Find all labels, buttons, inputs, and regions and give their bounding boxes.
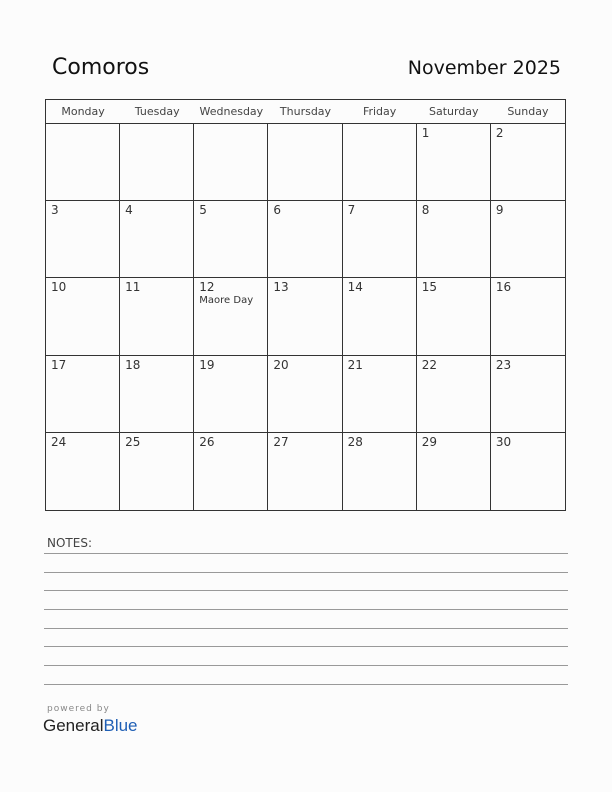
day-cell: [417, 356, 491, 433]
day-number: 11: [125, 280, 141, 295]
weekday-header: Saturday: [428, 105, 479, 118]
day-number: 22: [421, 357, 437, 372]
day-cell: [194, 278, 268, 355]
day-cell: [491, 356, 565, 433]
note-line: [44, 572, 568, 573]
day-cell: [120, 356, 194, 433]
day-number: 21: [347, 357, 363, 372]
day-cell: [343, 201, 417, 278]
day-cell: [268, 433, 342, 510]
weekday-header: Wednesday: [199, 105, 264, 118]
weekday-header: Tuesday: [134, 105, 180, 118]
logo-blue-text: Blue: [103, 716, 138, 735]
notes-label: NOTES:: [47, 536, 92, 550]
day-number: 6: [273, 203, 282, 218]
day-cell: [491, 433, 565, 510]
calendar-grid: [45, 99, 566, 511]
day-cell: [417, 433, 491, 510]
day-cell: [120, 278, 194, 355]
day-number: 5: [199, 203, 207, 218]
day-cell: [268, 278, 342, 355]
day-number: 10: [51, 280, 67, 295]
day-number: 9: [495, 203, 504, 218]
day-cell: [343, 356, 417, 433]
day-cell: [46, 124, 120, 201]
day-number: 26: [199, 434, 215, 449]
day-number: 30: [495, 434, 512, 449]
country-title: Comoros: [52, 55, 150, 80]
day-number: 17: [51, 357, 67, 372]
weekday-header: Friday: [362, 105, 397, 118]
day-cell: [194, 356, 268, 433]
day-number: 24: [51, 434, 67, 449]
day-number: 14: [347, 280, 363, 295]
day-cell: [120, 433, 194, 510]
day-number: 7: [347, 203, 356, 218]
powered-by-text: powered by: [47, 704, 110, 714]
day-number: 8: [421, 203, 430, 218]
day-cell: [491, 124, 565, 201]
day-number: 20: [273, 357, 289, 372]
day-cell: [491, 278, 565, 355]
day-number: 1: [421, 126, 430, 140]
weekday-header: Thursday: [279, 105, 332, 118]
day-cell: [417, 201, 491, 278]
weekday-header: Sunday: [507, 105, 549, 118]
day-number: 27: [273, 434, 289, 449]
note-line: [44, 684, 568, 685]
day-cell: [46, 356, 120, 433]
day-number: 13: [273, 280, 289, 295]
logo-general-text: General: [43, 716, 104, 735]
day-number: 16: [495, 280, 512, 295]
note-line: [44, 646, 568, 647]
day-cell: [268, 124, 342, 201]
day-cell: [417, 124, 491, 201]
holiday-label: Maore Day: [199, 295, 254, 307]
day-cell: [343, 278, 417, 355]
day-cell: [194, 433, 268, 510]
day-cell: [268, 356, 342, 433]
day-number: 25: [125, 434, 141, 449]
day-number: 18: [125, 357, 141, 372]
day-number: 4: [125, 203, 133, 218]
note-line: [44, 553, 568, 554]
day-cell: [491, 201, 565, 278]
note-line: [44, 609, 568, 610]
day-cell: [194, 124, 268, 201]
day-grid: [46, 124, 565, 510]
month-year-title: November 2025: [407, 57, 561, 79]
day-cell: [120, 201, 194, 278]
note-line: [44, 590, 568, 591]
day-number: 3: [51, 203, 59, 218]
day-cell: [268, 201, 342, 278]
day-cell: [46, 433, 120, 510]
day-number: 29: [421, 434, 437, 449]
weekday-header-row: [46, 100, 565, 124]
day-number: 28: [347, 434, 363, 449]
day-number: 19: [199, 357, 215, 372]
day-cell: [194, 201, 268, 278]
day-cell: [343, 124, 417, 201]
day-number: 2: [495, 126, 504, 140]
day-number: 15: [421, 280, 437, 295]
day-cell: [46, 278, 120, 355]
note-line: [44, 628, 568, 629]
note-line: [44, 665, 568, 666]
generalblue-logo: [43, 716, 138, 736]
weekday-header: Monday: [61, 105, 105, 118]
day-cell: [343, 433, 417, 510]
day-number: 23: [495, 357, 512, 372]
day-cell: [120, 124, 194, 201]
day-cell: [46, 201, 120, 278]
day-number: 12: [199, 280, 215, 295]
day-cell: [417, 278, 491, 355]
